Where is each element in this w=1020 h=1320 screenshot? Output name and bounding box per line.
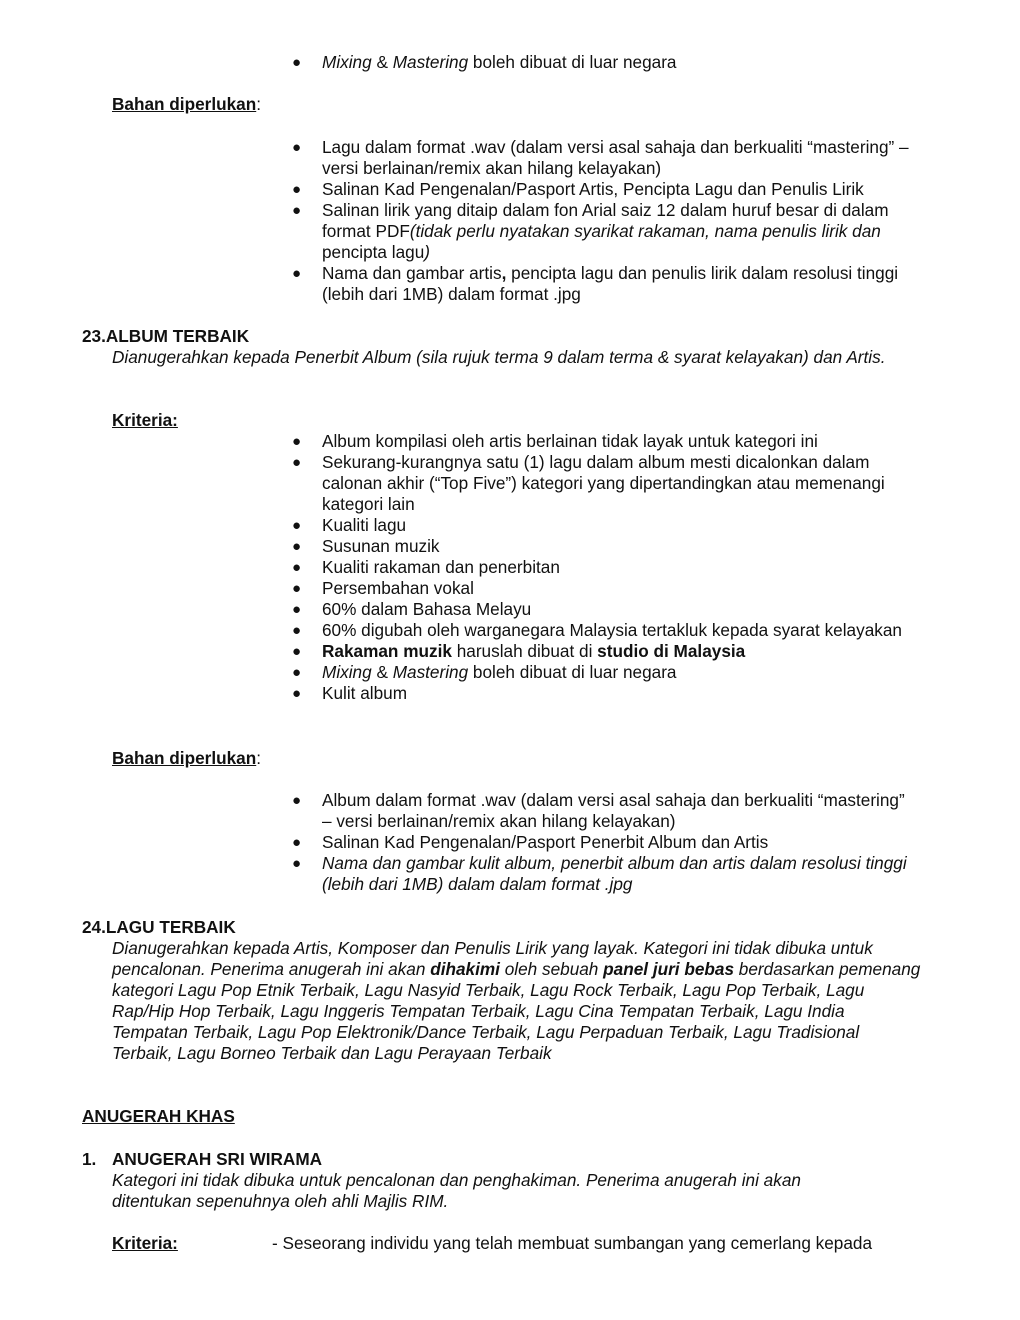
- khas-item-number: 1.: [82, 1149, 97, 1169]
- section-heading-23: 23.ALBUM TERBAIK: [82, 326, 250, 346]
- list-item: ● Nama dan gambar artis, pencipta lagu dan penulis lirik dalam resolusi tinggi (lebih dari 1MB) dalam format .jpg: [322, 263, 912, 305]
- section-heading-24: 24.LAGU TERBAIK: [82, 917, 236, 937]
- top-bullet-list: [322, 52, 922, 73]
- list-item: ● 60% dalam Bahasa Melayu: [322, 599, 922, 620]
- list-item: ● Persembahan vokal: [322, 578, 922, 599]
- anugerah-khas-heading: ANUGERAH KHAS: [82, 1106, 235, 1126]
- khas-kriteria-label: Kriteria:: [112, 1233, 178, 1253]
- bahan-list-2: [322, 790, 912, 895]
- kriteria-list-23: [322, 431, 922, 704]
- list-item: ● Salinan Kad Pengenalan/Pasport Penerbit Album dan Artis: [322, 832, 912, 853]
- list-item: ● Salinan lirik yang ditaip dalam fon Arial saiz 12 dalam huruf besar di dalam format PDF(tidak perlu nyatakan syarikat rakaman, nama penulis lirik dan pencipta lagu): [322, 200, 912, 263]
- list-item: ● Rakaman muzik haruslah dibuat di studio di Malaysia: [322, 641, 922, 662]
- list-item: ● Salinan Kad Pengenalan/Pasport Artis, Pencipta Lagu dan Penulis Lirik: [322, 179, 912, 200]
- section-desc-23: Dianugerahkan kepada Penerbit Album (sila rujuk terma 9 dalam terma & syarat kelayakan) dan Artis.: [112, 347, 886, 367]
- list-item: ● Mixing & Mastering boleh dibuat di luar negara: [322, 52, 922, 73]
- list-item: ● Lagu dalam format .wav (dalam versi asal sahaja dan berkualiti “mastering” – versi berlainan/remix akan hilang kelayakan): [322, 137, 912, 179]
- list-item: ● Mixing & Mastering boleh dibuat di luar negara: [322, 662, 922, 683]
- section-desc-24: Dianugerahkan kepada Artis, Komposer dan Penulis Lirik yang layak. Kategori ini tidak dibuka untuk pencalonan. Penerima anugerah ini akan dihakimi oleh sebuah panel juri bebas berdasarkan pemenang kategori Lagu Pop Etnik Terbaik, Lagu Nasyid Terbaik, Lagu Rock Terbaik, Lagu Pop Terbaik, Lagu Rap/Hip Hop Terbaik, Lagu Inggeris Tempatan Terbaik, Lagu Cina Tempatan Terbaik, Lagu India Tempatan Terbaik, Lagu Pop Elektronik/Dance Terbaik, Lagu Perpaduan Terbaik, Lagu Tradisional Terbaik, Lagu Borneo Terbaik dan Lagu Perayaan Terbaik: [112, 938, 921, 1063]
- khas-kriteria-text: - Seseorang individu yang telah membuat sumbangan yang cemerlang kepada: [272, 1233, 873, 1253]
- list-item: ● Kulit album: [322, 683, 922, 704]
- bahan-label-2: Bahan diperlukan:: [112, 748, 261, 768]
- khas-item-title: ANUGERAH SRI WIRAMA: [112, 1149, 323, 1169]
- khas-item-desc: Kategori ini tidak dibuka untuk pencalonan dan penghakiman. Penerima anugerah ini akan ditentukan sepenuhnya oleh ahli Majlis RIM.: [112, 1170, 801, 1211]
- bahan-label-1: Bahan diperlukan:: [112, 94, 261, 114]
- list-item: ● 60% digubah oleh warganegara Malaysia tertakluk kepada syarat kelayakan: [322, 620, 922, 641]
- list-item: ● Sekurang-kurangnya satu (1) lagu dalam album mesti dicalonkan dalam calonan akhir (“Top Five”) kategori yang dipertandingkan atau memenangi kategori lain: [322, 452, 922, 515]
- bahan-list-1: [322, 137, 912, 305]
- list-item: ● Susunan muzik: [322, 536, 922, 557]
- kriteria-label-23: Kriteria:: [112, 410, 178, 430]
- list-item: ● Album kompilasi oleh artis berlainan tidak layak untuk kategori ini: [322, 431, 922, 452]
- list-item: ● Nama dan gambar kulit album, penerbit album dan artis dalam resolusi tinggi (lebih dari 1MB) dalam dalam format .jpg: [322, 853, 912, 895]
- list-item: ● Kualiti lagu: [322, 515, 922, 536]
- list-item: ● Album dalam format .wav (dalam versi asal sahaja dan berkualiti “mastering” – versi berlainan/remix akan hilang kelayakan): [322, 790, 912, 832]
- list-item: ● Kualiti rakaman dan penerbitan: [322, 557, 922, 578]
